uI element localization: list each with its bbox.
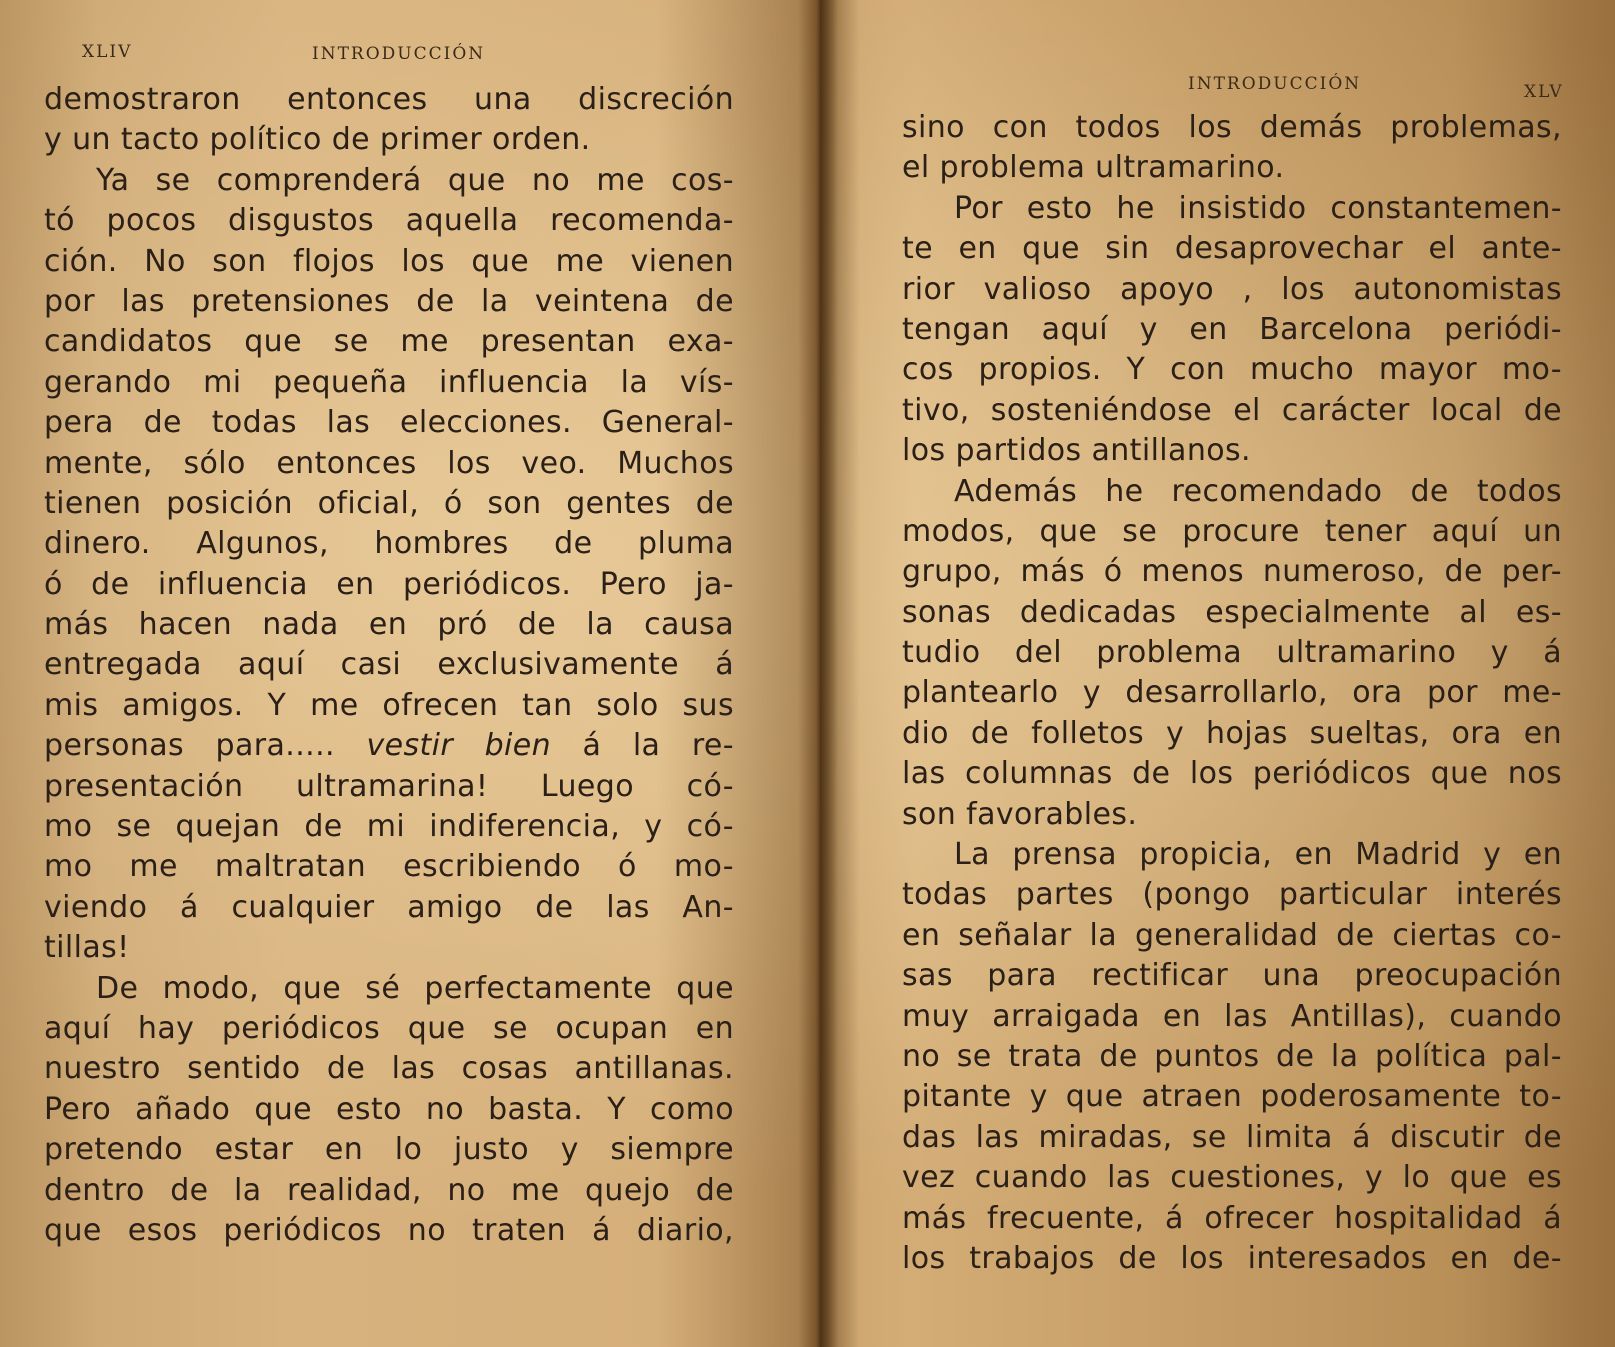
left-folio: XLIV — [82, 42, 133, 62]
text-line: Además he recomendado de todos — [954, 473, 1562, 509]
text-line: viendo á cualquier amigo de las An- — [44, 889, 734, 925]
text-line: mis amigos. Y me ofrecen tan solo sus — [44, 687, 734, 723]
text-line: mo se quejan de mi indiferencia, y có- — [44, 809, 734, 845]
text-line: Por esto he insistido constantemen- — [954, 190, 1562, 226]
right-page — [820, 0, 1615, 1347]
text-line: mente, sólo entonces los veo. Muchos — [44, 445, 734, 481]
text-line: dio de folletos y hojas sueltas, ora en — [902, 715, 1562, 751]
text-line: te en que sin desaprovechar el ante- — [902, 231, 1562, 267]
text-line: en señalar la generalidad de ciertas co- — [902, 917, 1562, 953]
right-running-head: INTRODUCCIÓN — [1188, 74, 1362, 94]
text-line: Pero añado que esto no basta. Y como — [44, 1091, 734, 1127]
text-line: las columnas de los periódicos que nos — [902, 756, 1562, 792]
text-line: Ya se comprenderá que no me cos- — [96, 162, 734, 198]
text-line: ción. No son flojos los que me vienen — [44, 243, 734, 279]
text-line: demostraron entonces una discreción — [44, 82, 734, 117]
italic-phrase: vestir bien — [366, 728, 552, 764]
left-running-head: INTRODUCCIÓN — [312, 44, 486, 64]
text-line: entregada aquí casi exclusivamente á — [44, 647, 734, 683]
right-folio: XLV — [1524, 82, 1564, 102]
text-line: todas partes (pongo particular interés — [902, 877, 1562, 913]
text-line: no se trata de puntos de la política pal- — [902, 1038, 1562, 1074]
left-page-text — [44, 80, 734, 1251]
text-line: aquí hay periódicos que se ocupan en — [44, 1010, 734, 1046]
book-gutter — [798, 0, 838, 1347]
text-line: das las miradas, se limita á discutir de — [902, 1119, 1562, 1155]
text-line: personas para..... vestir bien á la re- — [44, 728, 734, 764]
text-line: rior valioso apoyo , los autonomistas — [902, 271, 1562, 307]
text-line: pretendo estar en lo justo y siempre — [44, 1132, 734, 1168]
right-page-text — [902, 108, 1562, 1279]
text-line: los partidos antillanos. — [902, 433, 1251, 469]
text-line: tillas! — [44, 930, 130, 966]
text-line: grupo, más ó menos numeroso, de per- — [902, 554, 1562, 590]
text-line: presentación ultramarina! Luego có- — [44, 768, 734, 804]
text-line: candidatos que se me presentan exa- — [44, 324, 734, 360]
text-line: pera de todas las elecciones. General- — [44, 405, 734, 441]
text-line: por las pretensiones de la veintena de — [44, 283, 734, 319]
text-line: son favorables. — [902, 796, 1138, 832]
text-line: el problema ultramarino. — [902, 150, 1285, 186]
text-line: que esos periódicos no traten á diario, — [44, 1212, 734, 1248]
text-line: tudio del problema ultramarino y á — [902, 635, 1562, 671]
text-line: vez cuando las cuestiones, y lo que es — [902, 1160, 1562, 1196]
text-line: los trabajos de los interesados en de- — [902, 1240, 1562, 1276]
text-line: tó pocos disgustos aquella recomenda- — [44, 203, 734, 239]
text-line: modos, que se procure tener aquí un — [902, 513, 1562, 549]
text-line: nuestro sentido de las cosas antillanas. — [44, 1051, 734, 1087]
text-line: mo me maltratan escribiendo ó mo- — [44, 849, 734, 885]
text-line: pitante y que atraen poderosamente to- — [902, 1079, 1562, 1115]
text-line: gerando mi pequeña influencia la vís- — [44, 364, 734, 400]
text-line: más hacen nada en pró de la causa — [44, 607, 734, 643]
text-line: ó de influencia en periódicos. Pero ja- — [44, 566, 734, 602]
text-line: tienen posición oficial, ó son gentes de — [44, 485, 734, 521]
text-line: y un tacto político de primer orden. — [44, 122, 591, 158]
text-line: muy arraigada en las Antillas), cuando — [902, 998, 1562, 1034]
text-line: De modo, que sé perfectamente que — [96, 970, 734, 1006]
text-line: más frecuente, á ofrecer hospitalidad á — [902, 1200, 1562, 1236]
text-line: sas para rectificar una preocupación — [902, 958, 1562, 994]
text-line: dinero. Algunos, hombres de pluma — [44, 526, 734, 562]
text-line: tengan aquí y en Barcelona periódi- — [902, 311, 1562, 347]
text-line: cos propios. Y con mucho mayor mo- — [902, 352, 1562, 388]
text-line: plantearlo y desarrollarlo, ora por me- — [902, 675, 1562, 711]
text-line: sino con todos los demás problemas, — [902, 110, 1562, 145]
text-line: sonas dedicadas especialmente al es- — [902, 594, 1562, 630]
text-line: tivo, sosteniéndose el carácter local de — [902, 392, 1562, 428]
text-line: La prensa propicia, en Madrid y en — [954, 837, 1562, 873]
text-line: dentro de la realidad, no me quejo de — [44, 1172, 734, 1208]
